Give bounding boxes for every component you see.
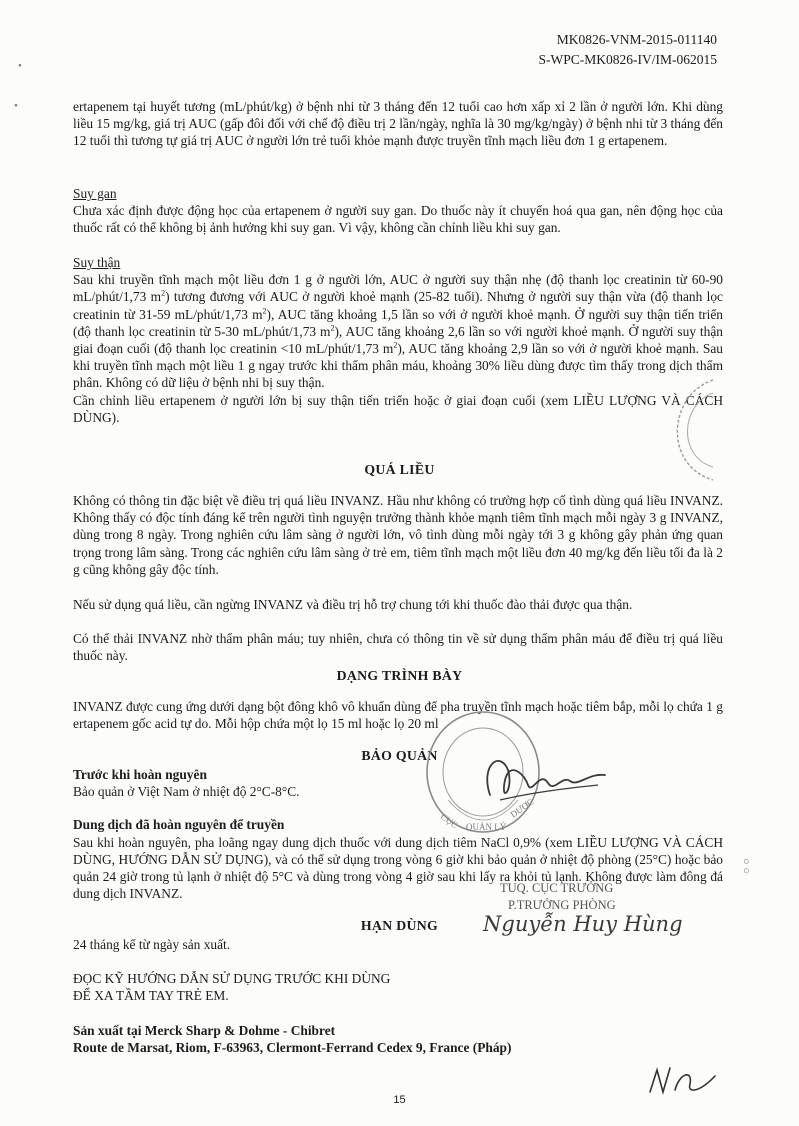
warnings	[73, 970, 723, 1004]
kidney-heading: Suy thận	[73, 255, 121, 270]
overdose-p2: Nếu sử dụng quá liều, cần ngừng INVANZ và điều trị hỗ trợ chung tới khi thuốc đào thải được qua thận.	[73, 597, 633, 612]
stamp-title-2: P.TRƯỞNG PHÒNG	[508, 898, 616, 912]
liver-text: Chưa xác định được động học của ertapenem ở người suy gan. Do thuốc này ít chuyển hoá qua gan, nên động học của thuốc rất có thể không bị ảnh hưởng khi suy gan. Vì vậy, không cần chỉnh liều khi suy gan.	[73, 203, 723, 236]
warning-read: ĐỌC KỸ HƯỚNG DẪN SỬ DỤNG TRƯỚC KHI DÙNG	[73, 971, 391, 986]
storage-before-text: Bảo quản ở Việt Nam ở nhiệt độ 2°C-8°C.	[73, 784, 300, 800]
overdose-p1: Không có thông tin đặc biệt về điều trị quá liều INVANZ. Hầu như không có trường hợp cố tình dùng quá liều INVANZ. Không thấy có độc tính đáng kể trên người tình nguyện trưởng thành khỏe mạnh tiêm tĩnh mạch mỗi ngày 3 g INVANZ, dùng trong 8 ngày. Trong nghiên cứu lâm sàng ở người lớn, vô tình dùng mỗi ngày tới 3 g không gây phản ứng quan trọng trong lâm sàng. Trong các nghiên cứu lâm sàng ở trẻ em, tiêm tĩnh mạch một liều đơn 40 mg/kg đến liều tối đa là 2 g cũng không gây độc tính.	[73, 493, 723, 577]
storage-before-title: Trước khi hoàn nguyên	[73, 767, 207, 782]
svg-text:QUẢN LÝ: QUẢN LÝ	[466, 822, 507, 832]
manufacturer-address: Route de Marsat, Riom, F-63963, Clermont-Ferrand Cedex 9, France (Pháp)	[73, 1040, 512, 1056]
edge-mark: ○ ○	[740, 857, 753, 875]
doc-ref-2: S-WPC-MK0826-IV/IM-062015	[538, 52, 717, 67]
overdose-p3: Có thể thải INVANZ nhờ thẩm phân máu; tuy nhiên, chưa có thông tin về sử dụng thẩm phân máu để điều trị quá liều thuốc này.	[73, 631, 723, 664]
liver-section	[73, 185, 723, 237]
storage-section	[73, 766, 723, 902]
storage-heading: BẢO QUẢN	[361, 748, 438, 763]
stamp-title-1: TUQ. CỤC TRƯỞNG	[500, 881, 614, 895]
expiry-text: 24 tháng kể từ ngày sản xuất.	[73, 937, 231, 952]
presentation-heading: DẠNG TRÌNH BÀY	[336, 668, 463, 683]
scan-dot: •	[14, 100, 18, 112]
svg-text:DƯỢC: DƯỢC	[508, 796, 536, 820]
manufacturer-name: Sản xuất tại Merck Sharp & Dohme - Chibret	[73, 1023, 336, 1038]
page-number: 15	[393, 1094, 406, 1106]
kidney-text: Sau khi truyền tĩnh mạch một liều đơn 1 g ở người lớn, AUC ở người suy thận nhẹ (độ thanh lọc creatinin từ 60-90 mL/phút/1,73 $m^2$) tương đương với AUC ở người khoẻ mạnh (25-82 tuổi). Nhưng ở người suy thận vừa (độ thanh lọc creatinin từ 31-59 mL/phút/1,73 $m^2$), AUC tăng khoảng 1,5 lần so với ở người khoẻ mạnh. Ở người suy thận tiến triển (độ thanh lọc creatinin từ 5-30 mL/phút/1,73 $m^2$), AUC tăng khoảng 2,6 lần so với người khoẻ mạnh. Ở người suy thận giai đoạn cuối (độ thanh lọc creatinin <10 mL/phút/1,73 $m^2$), AUC tăng khoảng 2,9 lần so với ở người khoẻ mạnh. Sau khi truyền tĩnh mạch một liều 1 g ngay trước khi thẩm phân máu, khoảng 30% liều dùng được tìm thấy trong dịch thẩm phân. Không có dữ liệu ở bệnh nhi bị suy thận.	[73, 272, 724, 391]
doc-ref-1: MK0826-VNM-2015-011140	[556, 32, 717, 47]
edge-seal	[658, 375, 718, 485]
signer-name: Nguyễn Huy Hùng	[483, 912, 683, 936]
kidney-section	[73, 254, 723, 426]
overdose-heading: QUÁ LIỀU	[364, 462, 435, 477]
intro-paragraph: ertapenem tại huyết tương (mL/phút/kg) ở bệnh nhi từ 3 tháng đến 12 tuổi cao hơn xấp xỉ 2 lần ở người lớn. Khi dùng liều 15 mg/kg, giá trị AUC (gấp đôi đối với chế độ điều trị 2 lần/ngày, nghĩa là 30 mg/kg/ngày) ở bệnh nhi từ 3 tháng đến 12 tuổi thì tương tự giá trị AUC ở người lớn trẻ tuổi khỏe mạnh được truyền tĩnh mạch liều đơn 1 g ertapenem.	[73, 99, 723, 149]
kidney-dose-note: Cần chỉnh liều ertapenem ở người lớn bị suy thận tiến triển hoặc ở giai đoạn cuối (xem LIỀU LƯỢNG VÀ CÁCH DÙNG).	[73, 392, 723, 425]
liver-heading: Suy gan	[73, 186, 117, 201]
svg-text:CỤC: CỤC	[438, 811, 460, 831]
expiry-heading: HẠN DÙNG	[360, 918, 439, 933]
storage-after-text: Sau khi hoàn nguyên, pha loãng ngay dung dịch thuốc với dung dịch tiêm NaCl 0,9% (xem LIỀU LƯỢNG VÀ CÁCH DÙNG, HƯỚNG DẪN SỬ DỤNG), và có thể sử dụng trong vòng 6 giờ khi bảo quản ở nhiệt độ phòng (25°C) hoặc bảo quản 24 giờ trong tủ lạnh ở nhiệt độ 5°C và dùng trong vòng 4 giờ sau khi lấy ra khỏi tủ lạnh. Không được làm đông đá dung dịch INVANZ.	[73, 834, 723, 902]
signature	[470, 745, 620, 815]
storage-after-title: Dung dịch đã hoàn nguyên để truyền	[73, 817, 285, 833]
warning-children: ĐỂ XA TẦM TAY TRẺ EM.	[73, 988, 229, 1004]
presentation-text: INVANZ được cung ứng dưới dạng bột đông khô vô khuẩn dùng để pha truyền tĩnh mạch hoặc tiêm bắp, mỗi lọ chứa 1 g ertapenem gốc acid tự do. Mỗi hộp chứa một lọ 15 ml hoặc lọ 20 ml	[73, 699, 723, 732]
scan-dot: •	[18, 60, 22, 72]
manufacturer	[73, 1022, 773, 1056]
